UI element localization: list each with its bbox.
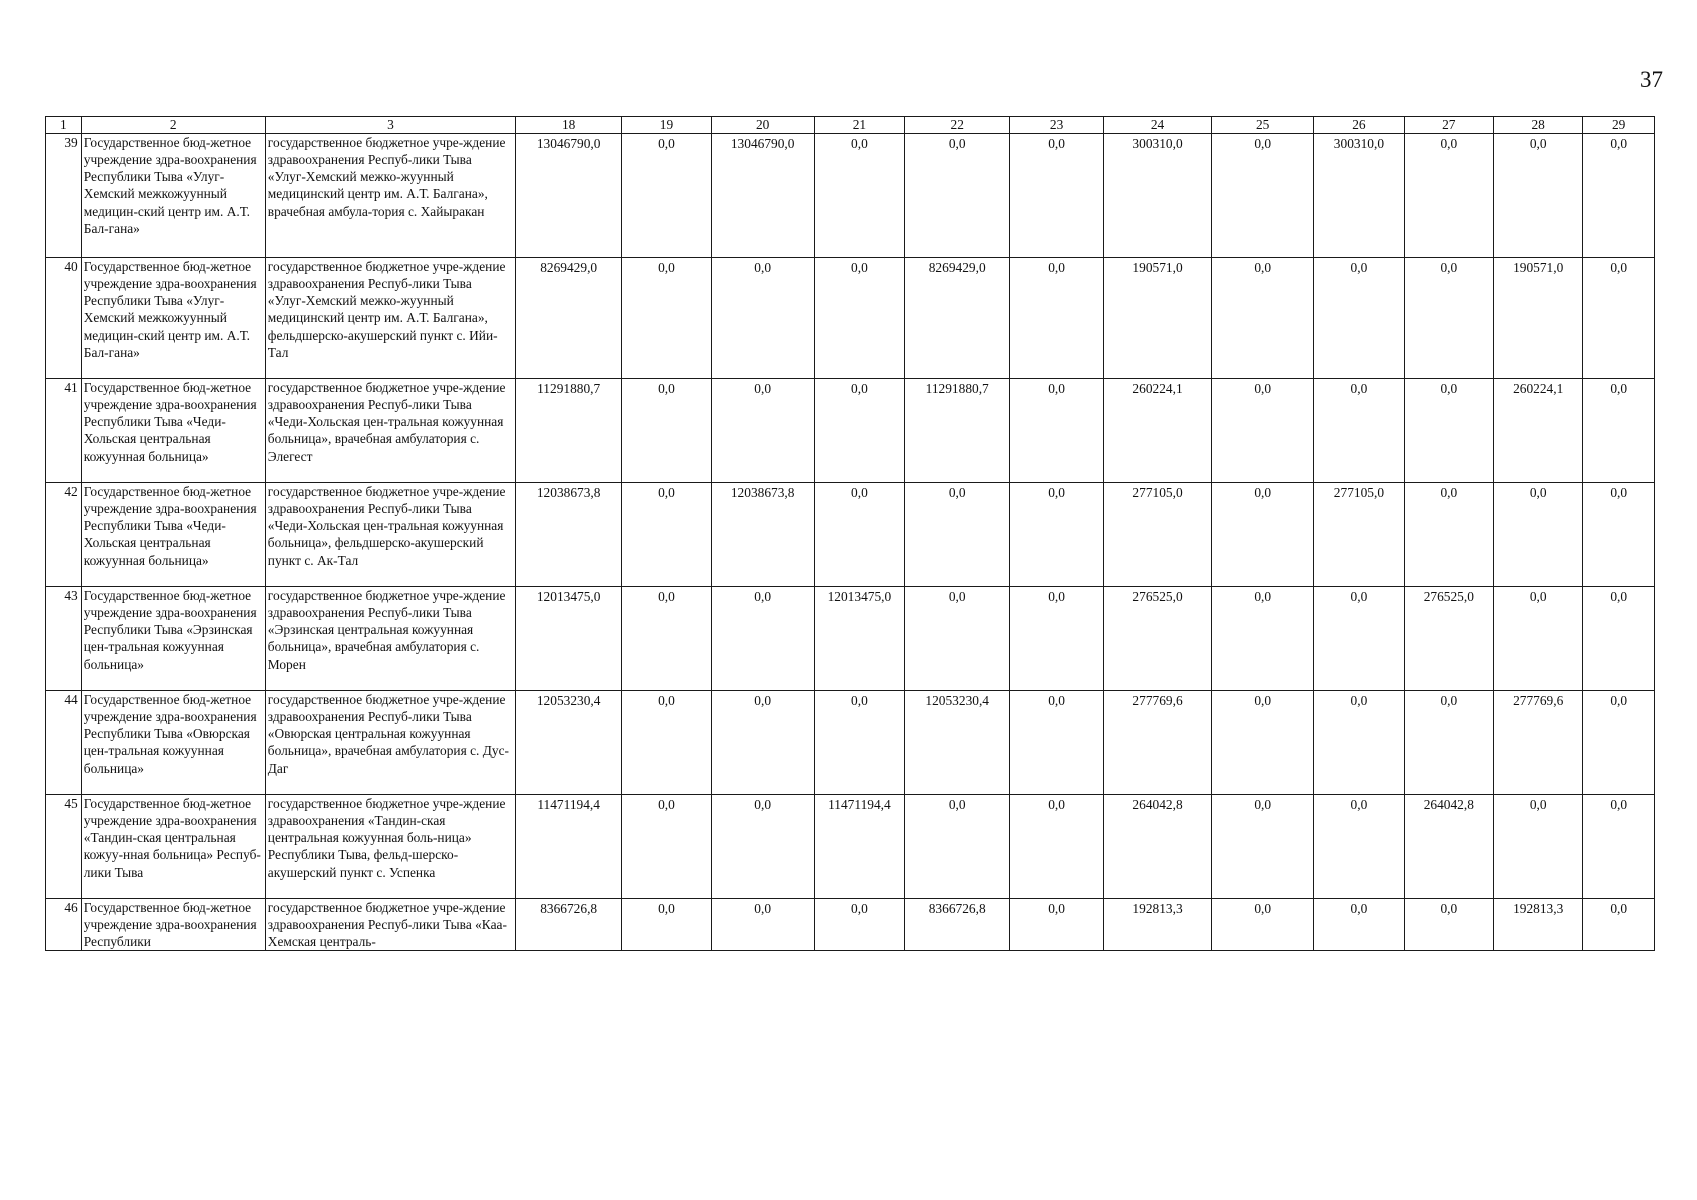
column-header-1: 1 <box>46 117 82 134</box>
value-cell-col-28: 277769,6 <box>1494 691 1583 795</box>
table-row <box>46 134 1655 258</box>
value-cell-col-20: 0,0 <box>711 691 814 795</box>
column-header-26: 26 <box>1314 117 1404 134</box>
row-number: 43 <box>46 587 82 691</box>
organization-name: Государственное бюд-жетное учреждение здра-воохранения Республики Тыва «Улуг-Хемский межкожуунный медицин-ский центр им. А.Т. Бал-гана» <box>81 258 265 379</box>
value-cell-col-25: 0,0 <box>1212 483 1314 587</box>
value-cell-col-27: 0,0 <box>1404 379 1493 483</box>
value-cell-col-21: 0,0 <box>814 483 904 587</box>
value-cell-col-28: 190571,0 <box>1494 258 1583 379</box>
value-cell-col-18: 12053230,4 <box>516 691 622 795</box>
value-cell-col-21: 0,0 <box>814 258 904 379</box>
value-cell-col-25: 0,0 <box>1212 258 1314 379</box>
row-number: 42 <box>46 483 82 587</box>
value-cell-col-25: 0,0 <box>1212 587 1314 691</box>
organization-name: Государственное бюд-жетное учреждение здра-воохранения Республики Тыва «Овюрская цен-тральная кожуунная больница» <box>81 691 265 795</box>
value-cell-col-23: 0,0 <box>1010 134 1104 258</box>
value-cell-col-22: 0,0 <box>905 483 1010 587</box>
facility-name: государственное бюджетное учре-ждение здравоохранения «Тандин-ская центральная кожуунная боль-ница» Республики Тыва, фельд-шерско-акушерский пункт с. Успенка <box>265 795 515 899</box>
value-cell-col-20: 0,0 <box>711 258 814 379</box>
value-cell-col-22: 0,0 <box>905 587 1010 691</box>
header-row <box>46 117 1655 134</box>
value-cell-col-24: 260224,1 <box>1103 379 1211 483</box>
facility-name: государственное бюджетное учре-ждение здравоохранения Респуб-лики Тыва «Каа-Хемская централь- <box>265 899 515 951</box>
value-cell-col-24: 192813,3 <box>1103 899 1211 951</box>
value-cell-col-29: 0,0 <box>1583 691 1655 795</box>
facility-name: государственное бюджетное учре-ждение здравоохранения Респуб-лики Тыва «Чеди-Хольская цен-тральная кожуунная больница», фельдшерско-акушерский пункт с. Ак-Тал <box>265 483 515 587</box>
value-cell-col-21: 11471194,4 <box>814 795 904 899</box>
table-row <box>46 379 1655 483</box>
table-header <box>46 117 1655 134</box>
value-cell-col-29: 0,0 <box>1583 899 1655 951</box>
value-cell-col-25: 0,0 <box>1212 795 1314 899</box>
value-cell-col-20: 0,0 <box>711 379 814 483</box>
financing-table <box>45 116 1655 951</box>
value-cell-col-18: 8269429,0 <box>516 258 622 379</box>
column-header-2: 2 <box>81 117 265 134</box>
value-cell-col-24: 190571,0 <box>1103 258 1211 379</box>
value-cell-col-18: 12038673,8 <box>516 483 622 587</box>
value-cell-col-26: 0,0 <box>1314 899 1404 951</box>
column-header-24: 24 <box>1103 117 1211 134</box>
value-cell-col-22: 0,0 <box>905 134 1010 258</box>
row-number: 41 <box>46 379 82 483</box>
value-cell-col-25: 0,0 <box>1212 899 1314 951</box>
facility-name: государственное бюджетное учре-ждение здравоохранения Респуб-лики Тыва «Овюрская центральная кожуунная больница», врачебная амбулатория с. Дус-Даг <box>265 691 515 795</box>
organization-name: Государственное бюд-жетное учреждение здра-воохранения Республики Тыва «Эрзинская цен-тральная кожуунная больница» <box>81 587 265 691</box>
table-row <box>46 258 1655 379</box>
value-cell-col-23: 0,0 <box>1010 483 1104 587</box>
value-cell-col-19: 0,0 <box>622 899 711 951</box>
value-cell-col-27: 276525,0 <box>1404 587 1493 691</box>
value-cell-col-19: 0,0 <box>622 483 711 587</box>
page-number: 37 <box>1640 67 1663 92</box>
value-cell-col-26: 300310,0 <box>1314 134 1404 258</box>
organization-name: Государственное бюд-жетное учреждение здра-воохранения Республики Тыва «Чеди-Хольская центральная кожуунная больница» <box>81 483 265 587</box>
value-cell-col-23: 0,0 <box>1010 587 1104 691</box>
value-cell-col-19: 0,0 <box>622 379 711 483</box>
value-cell-col-21: 0,0 <box>814 899 904 951</box>
column-header-3: 3 <box>265 117 515 134</box>
value-cell-col-24: 277769,6 <box>1103 691 1211 795</box>
value-cell-col-23: 0,0 <box>1010 691 1104 795</box>
value-cell-col-20: 13046790,0 <box>711 134 814 258</box>
column-header-28: 28 <box>1494 117 1583 134</box>
value-cell-col-18: 11471194,4 <box>516 795 622 899</box>
value-cell-col-19: 0,0 <box>622 691 711 795</box>
value-cell-col-26: 0,0 <box>1314 587 1404 691</box>
value-cell-col-26: 0,0 <box>1314 379 1404 483</box>
value-cell-col-18: 13046790,0 <box>516 134 622 258</box>
value-cell-col-29: 0,0 <box>1583 795 1655 899</box>
value-cell-col-20: 0,0 <box>711 899 814 951</box>
value-cell-col-21: 0,0 <box>814 691 904 795</box>
table-body <box>46 134 1655 951</box>
value-cell-col-24: 264042,8 <box>1103 795 1211 899</box>
value-cell-col-28: 0,0 <box>1494 134 1583 258</box>
value-cell-col-22: 8269429,0 <box>905 258 1010 379</box>
value-cell-col-28: 0,0 <box>1494 587 1583 691</box>
value-cell-col-22: 8366726,8 <box>905 899 1010 951</box>
value-cell-col-23: 0,0 <box>1010 899 1104 951</box>
value-cell-col-19: 0,0 <box>622 134 711 258</box>
value-cell-col-21: 0,0 <box>814 379 904 483</box>
row-number: 45 <box>46 795 82 899</box>
column-header-22: 22 <box>905 117 1010 134</box>
row-number: 46 <box>46 899 82 951</box>
value-cell-col-23: 0,0 <box>1010 795 1104 899</box>
facility-name: государственное бюджетное учре-ждение здравоохранения Респуб-лики Тыва «Улуг-Хемский межко-жуунный медицинский центр им. А.Т. Балгана», врачебная амбула-тория с. Хайыракан <box>265 134 515 258</box>
value-cell-col-22: 11291880,7 <box>905 379 1010 483</box>
value-cell-col-21: 12013475,0 <box>814 587 904 691</box>
value-cell-col-27: 0,0 <box>1404 483 1493 587</box>
value-cell-col-27: 0,0 <box>1404 134 1493 258</box>
facility-name: государственное бюджетное учре-ждение здравоохранения Респуб-лики Тыва «Эрзинская центральная кожуунная больница», врачебная амбулатория с. Морен <box>265 587 515 691</box>
value-cell-col-19: 0,0 <box>622 587 711 691</box>
column-header-21: 21 <box>814 117 904 134</box>
table-row <box>46 483 1655 587</box>
value-cell-col-28: 0,0 <box>1494 483 1583 587</box>
value-cell-col-28: 192813,3 <box>1494 899 1583 951</box>
value-cell-col-20: 0,0 <box>711 587 814 691</box>
value-cell-col-25: 0,0 <box>1212 379 1314 483</box>
value-cell-col-27: 0,0 <box>1404 258 1493 379</box>
value-cell-col-29: 0,0 <box>1583 379 1655 483</box>
value-cell-col-26: 277105,0 <box>1314 483 1404 587</box>
value-cell-col-26: 0,0 <box>1314 691 1404 795</box>
table-row <box>46 691 1655 795</box>
value-cell-col-29: 0,0 <box>1583 587 1655 691</box>
row-number: 39 <box>46 134 82 258</box>
organization-name: Государственное бюд-жетное учреждение здра-воохранения «Тандин-ская центральная кожуу-нная больница» Респуб-лики Тыва <box>81 795 265 899</box>
column-header-20: 20 <box>711 117 814 134</box>
row-number: 44 <box>46 691 82 795</box>
table-row <box>46 899 1655 951</box>
value-cell-col-25: 0,0 <box>1212 691 1314 795</box>
value-cell-col-27: 264042,8 <box>1404 795 1493 899</box>
column-header-29: 29 <box>1583 117 1655 134</box>
value-cell-col-22: 0,0 <box>905 795 1010 899</box>
value-cell-col-23: 0,0 <box>1010 258 1104 379</box>
value-cell-col-24: 277105,0 <box>1103 483 1211 587</box>
organization-name: Государственное бюд-жетное учреждение здра-воохранения Республики Тыва «Чеди-Хольская центральная кожуунная больница» <box>81 379 265 483</box>
value-cell-col-21: 0,0 <box>814 134 904 258</box>
organization-name: Государственное бюд-жетное учреждение здра-воохранения Республики Тыва «Улуг-Хемский межкожуунный медицин-ский центр им. А.Т. Бал-гана» <box>81 134 265 258</box>
value-cell-col-19: 0,0 <box>622 795 711 899</box>
row-number: 40 <box>46 258 82 379</box>
value-cell-col-18: 11291880,7 <box>516 379 622 483</box>
column-header-23: 23 <box>1010 117 1104 134</box>
value-cell-col-26: 0,0 <box>1314 258 1404 379</box>
value-cell-col-25: 0,0 <box>1212 134 1314 258</box>
value-cell-col-26: 0,0 <box>1314 795 1404 899</box>
value-cell-col-23: 0,0 <box>1010 379 1104 483</box>
table-row <box>46 587 1655 691</box>
value-cell-col-20: 12038673,8 <box>711 483 814 587</box>
column-header-25: 25 <box>1212 117 1314 134</box>
value-cell-col-28: 0,0 <box>1494 795 1583 899</box>
value-cell-col-20: 0,0 <box>711 795 814 899</box>
value-cell-col-24: 300310,0 <box>1103 134 1211 258</box>
column-header-19: 19 <box>622 117 711 134</box>
value-cell-col-19: 0,0 <box>622 258 711 379</box>
value-cell-col-29: 0,0 <box>1583 258 1655 379</box>
table-row <box>46 795 1655 899</box>
facility-name: государственное бюджетное учре-ждение здравоохранения Респуб-лики Тыва «Чеди-Хольская цен-тральная кожуунная больница», врачебная амбулатория с. Элегест <box>265 379 515 483</box>
column-header-27: 27 <box>1404 117 1493 134</box>
column-header-18: 18 <box>516 117 622 134</box>
value-cell-col-28: 260224,1 <box>1494 379 1583 483</box>
value-cell-col-27: 0,0 <box>1404 691 1493 795</box>
value-cell-col-29: 0,0 <box>1583 134 1655 258</box>
value-cell-col-22: 12053230,4 <box>905 691 1010 795</box>
value-cell-col-24: 276525,0 <box>1103 587 1211 691</box>
value-cell-col-18: 12013475,0 <box>516 587 622 691</box>
value-cell-col-18: 8366726,8 <box>516 899 622 951</box>
value-cell-col-27: 0,0 <box>1404 899 1493 951</box>
organization-name: Государственное бюд-жетное учреждение здра-воохранения Республики <box>81 899 265 951</box>
value-cell-col-29: 0,0 <box>1583 483 1655 587</box>
facility-name: государственное бюджетное учре-ждение здравоохранения Респуб-лики Тыва «Улуг-Хемский межко-жуунный медицинский центр им. А.Т. Балгана», фельдшерско-акушерский пункт с. Ийи-Тал <box>265 258 515 379</box>
